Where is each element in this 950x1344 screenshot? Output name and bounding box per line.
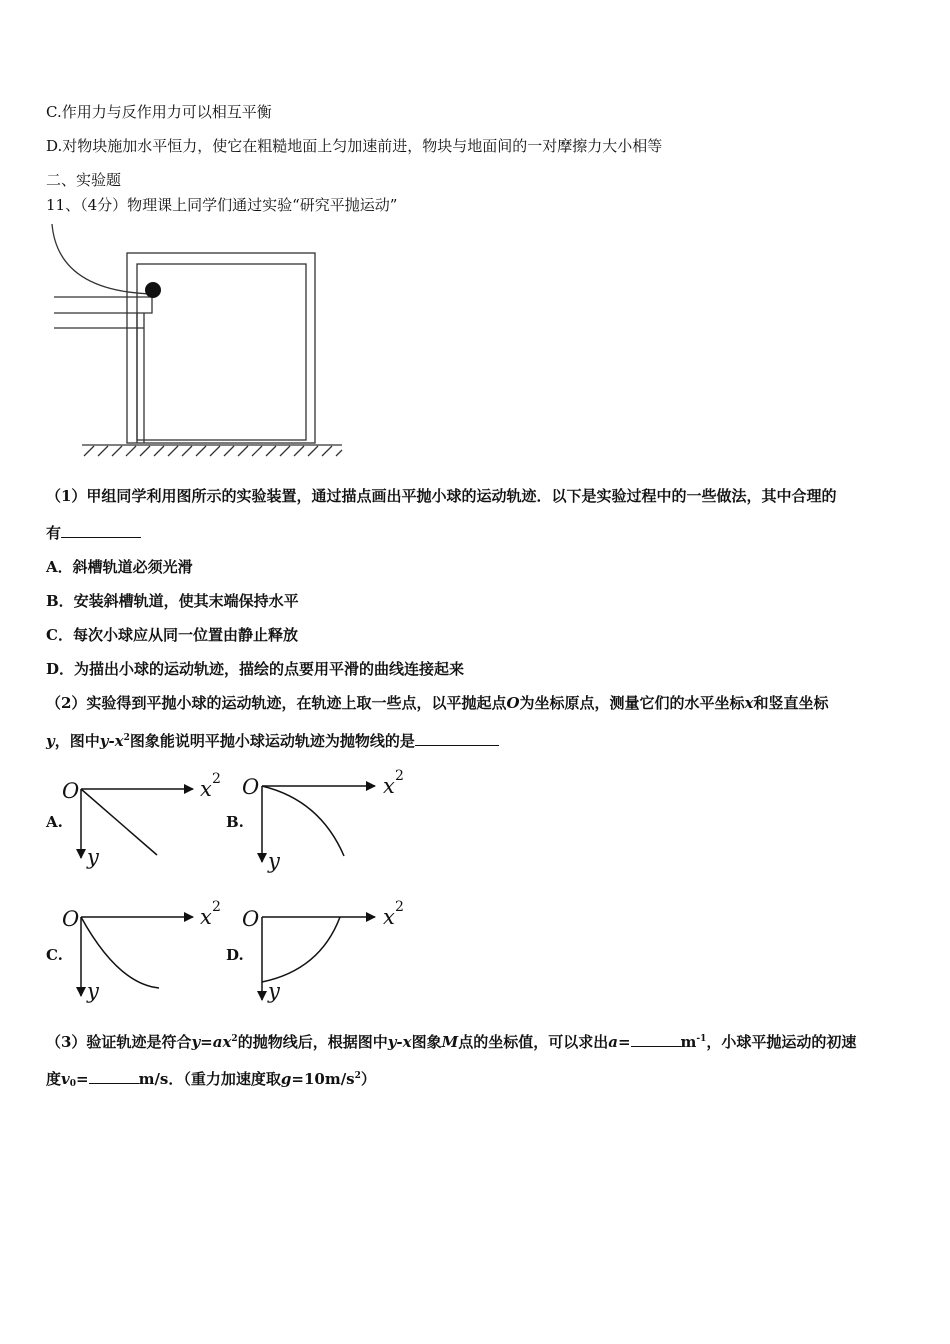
q3-eq-y: y bbox=[191, 1033, 201, 1051]
q3-text-part: 图象 bbox=[411, 1033, 442, 1051]
q2-y-symbol: y bbox=[46, 732, 55, 750]
graph-a-y-label: y bbox=[87, 845, 99, 869]
q2-square: 2 bbox=[123, 733, 130, 743]
q1-answer-blank[interactable] bbox=[61, 523, 141, 538]
graph-d-x-label: x bbox=[383, 905, 395, 929]
q3-eq-equals: = bbox=[200, 1033, 213, 1051]
graphs-figure bbox=[0, 760, 430, 1010]
q3-v-answer-blank[interactable] bbox=[89, 1069, 139, 1084]
board-post bbox=[137, 313, 144, 443]
board-inner bbox=[137, 264, 306, 440]
q3-unit-m: m bbox=[680, 1033, 697, 1051]
q3-g-value: =10m/s bbox=[291, 1070, 355, 1088]
q3-a-symbol: a bbox=[608, 1033, 618, 1051]
q1-text-prefix: 有 bbox=[46, 524, 62, 542]
q3-text-part: 点的坐标值，可以求出 bbox=[458, 1033, 609, 1051]
q3-text-part: m/s．（重力加速度取 bbox=[138, 1070, 281, 1088]
graph-label-c: C. bbox=[46, 946, 63, 964]
option-d-line: D.对物块施加水平恒力，使它在粗糙地面上匀加速前进，物块与地面间的一对摩擦力大小相等 bbox=[46, 137, 663, 155]
q3-yx-symbol: y-x bbox=[387, 1033, 412, 1051]
q2-text-part: 和竖直坐标 bbox=[753, 694, 829, 712]
ground-hatch bbox=[84, 446, 342, 456]
q3-point-m: M bbox=[441, 1033, 459, 1051]
graph-label-b: B. bbox=[226, 813, 244, 831]
q3-v-symbol: v bbox=[61, 1070, 70, 1088]
graph-label-d: D. bbox=[226, 946, 244, 964]
q3-eq-power: 2 bbox=[231, 1034, 238, 1044]
q3-v-equals: = bbox=[76, 1070, 89, 1088]
q1-text-line1: （1）甲组同学利用图所示的实验装置，通过描点画出平抛小球的运动轨迹．以下是实验过程中的一些做法，其中合理的 bbox=[46, 487, 837, 505]
q2-text-part: （2）实验得到平抛小球的运动轨迹，在轨迹上取一些点，以平抛起点 bbox=[46, 694, 507, 712]
q3-text-part: 度 bbox=[46, 1070, 62, 1088]
board-outer bbox=[127, 253, 315, 443]
q1-option-a: A．斜槽轨道必须光滑 bbox=[46, 558, 193, 576]
graph-label-a: A. bbox=[46, 813, 63, 831]
graph-c-y-label: y bbox=[87, 979, 99, 1003]
graph-a-origin: O bbox=[62, 779, 80, 803]
q3-text-part: 的抛物线后，根据图中 bbox=[237, 1033, 388, 1051]
graph-c-origin: O bbox=[62, 907, 80, 931]
q3-g-symbol: g bbox=[280, 1070, 292, 1088]
graph-b-x-power: 2 bbox=[395, 768, 404, 784]
q3-text-line1 bbox=[46, 1031, 856, 1052]
q3-unit-power: -1 bbox=[696, 1034, 707, 1044]
q3-text-part: ，小球平抛运动的初速 bbox=[706, 1033, 857, 1051]
q2-origin-symbol: O bbox=[506, 694, 520, 712]
apparatus-figure bbox=[46, 220, 356, 465]
q2-text-part: ，图中 bbox=[54, 732, 100, 750]
graph-b-origin: O bbox=[242, 775, 260, 799]
q3-g-power: 2 bbox=[354, 1071, 361, 1081]
q3-text-line2 bbox=[46, 1068, 376, 1089]
q3-eq-ax: ax bbox=[212, 1033, 232, 1051]
question-11-title: 11、（4分）物理课上同学们通过实验“研究平抛运动” bbox=[46, 196, 398, 214]
q2-answer-blank[interactable] bbox=[415, 731, 499, 746]
q3-text-part: ） bbox=[360, 1070, 376, 1088]
q1-option-d: D．为描出小球的运动轨迹，描绘的点要用平滑的曲线连接起来 bbox=[46, 660, 465, 678]
q2-text-line2 bbox=[46, 730, 499, 751]
q1-option-b: B．安装斜槽轨道，使其末端保持水平 bbox=[46, 592, 299, 610]
graph-b-curve bbox=[262, 786, 344, 856]
graph-b-y-label: y bbox=[268, 849, 280, 873]
q3-text-part: （3）验证轨迹是符合 bbox=[46, 1033, 192, 1051]
ball bbox=[145, 282, 161, 298]
graph-b-x-label: x bbox=[383, 774, 395, 798]
q2-yx-symbol: y-x bbox=[99, 732, 124, 750]
graph-a-x-label: x bbox=[200, 777, 212, 801]
q2-text-part: 为坐标原点，测量它们的水平坐标 bbox=[519, 694, 745, 712]
q3-v-subscript: 0 bbox=[69, 1079, 76, 1089]
graph-d-x-power: 2 bbox=[395, 899, 404, 915]
graph-a-x-power: 2 bbox=[212, 771, 221, 787]
graph-d-curve bbox=[262, 917, 340, 982]
graph-d-origin: O bbox=[242, 907, 260, 931]
q2-text-line1 bbox=[46, 692, 829, 713]
graph-c-x-power: 2 bbox=[212, 899, 221, 915]
graph-c-curve bbox=[81, 917, 159, 988]
q3-a-equals: = bbox=[617, 1033, 631, 1051]
q3-a-answer-blank[interactable] bbox=[631, 1032, 681, 1047]
graph-c-x-label: x bbox=[200, 905, 212, 929]
q1-text-line2 bbox=[46, 522, 141, 543]
graph-d-y-label: y bbox=[268, 979, 280, 1003]
q2-x-symbol: x bbox=[744, 694, 754, 712]
q1-option-c: C．每次小球应从同一位置由静止释放 bbox=[46, 626, 298, 644]
section-title: 二、实验题 bbox=[46, 171, 122, 189]
option-c-line: C.作用力与反作用力可以相互平衡 bbox=[46, 103, 272, 121]
q2-text-part: 图象能说明平抛小球运动轨迹为抛物线的是 bbox=[129, 732, 415, 750]
